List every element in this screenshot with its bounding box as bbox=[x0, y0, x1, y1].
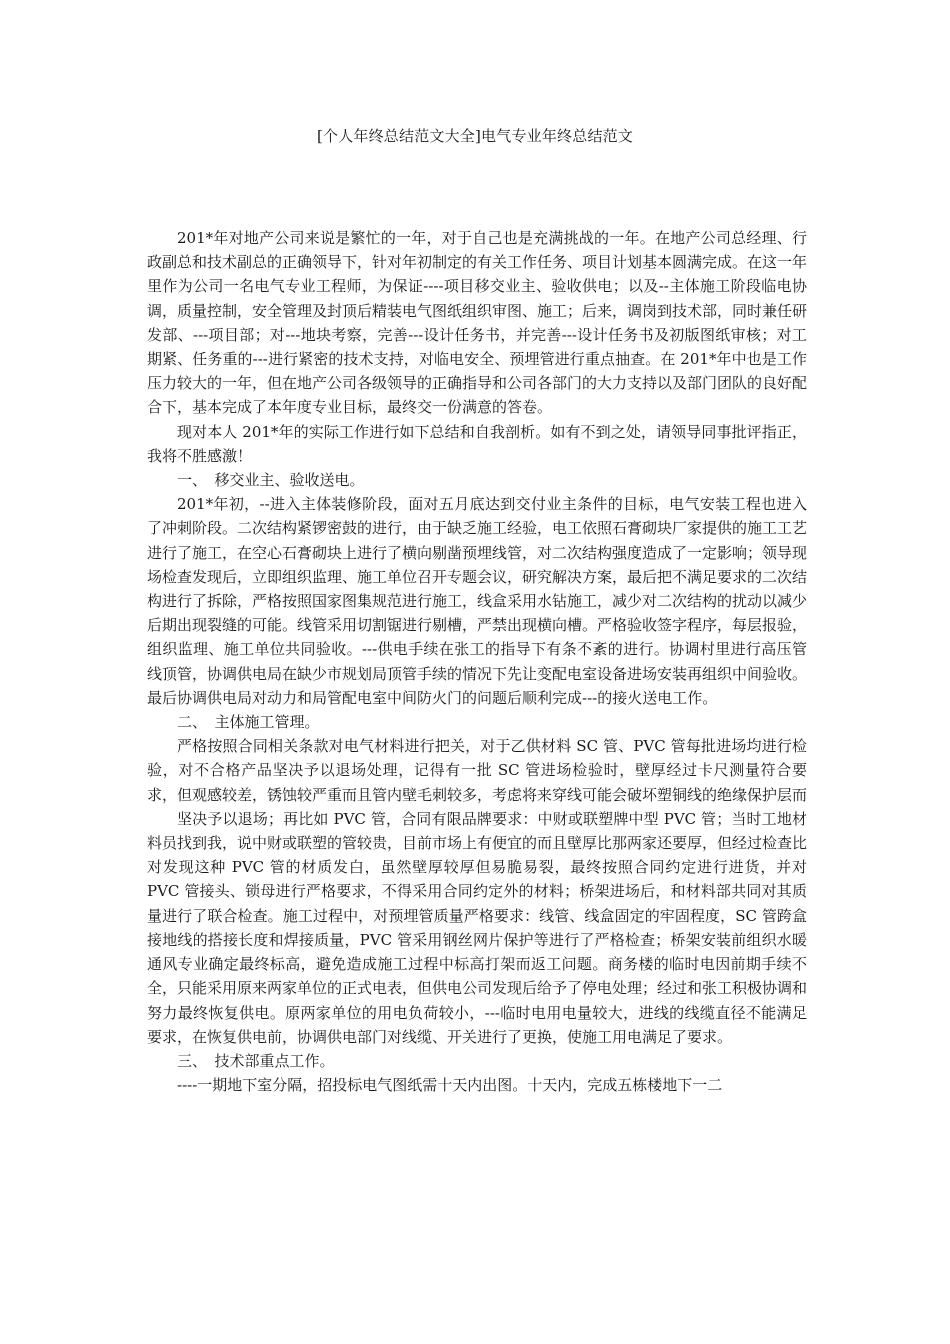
document-body bbox=[147, 226, 807, 1097]
section-heading-1: 一、 移交业主、验收送电。 bbox=[177, 471, 365, 490]
paragraph-intro: 201*年对地产公司来说是繁忙的一年，对于自己也是充满挑战的一年。在地产公司总经理、行政副总和技术副总的正确领导下，针对年初制定的有关工作任务、项目计划基本圆满完成。在这一年里作为公司一名电气专业工程师，为保证----项目移交业主、验收供电；以及--主体施工阶段临电协调，质量控制，安全管理及封顶后精装电气图纸组织审图、施工；后来，调岗到技术部，同时兼任研发部、---项目部；对---地块考察，完善---设计任务书，并完善---设计任务书及初版图纸审核；对工期紧、任务重的---进行紧密的技术支持，对临电安全、预埋管进行重点抽查。在 201*年中也是工作压力较大的一年，但在地产公司各级领导的正确指导和公司各部门的大力支持以及部门团队的良好配合下，基本完成了本年度专业目标，最终交一份满意的答卷。 bbox=[147, 229, 808, 417]
paragraph-section-3: ----一期地下室分隔，招投标电气图纸需十天内出图。十天内，完成五栋楼地下一二 bbox=[177, 1076, 723, 1095]
section-heading-2: 二、 主体施工管理。 bbox=[177, 713, 320, 732]
paragraph-section-2a: 严格按照合同相关条款对电气材料进行把关，对于乙供材料 SC 管、PVC 管每批进场均进行检验，对不合格产品坚决予以退场处理，记得有一批 SC 管进场检验时，壁厚经过卡尺测量符合要求，但观感较差，锈蚀较严重而且管内壁毛刺较多，考虑将来穿线可能会破坏塑铜线的绝缘保护层而 bbox=[147, 737, 808, 804]
paragraph-summary-note: 现对本人 201*年的实际工作进行如下总结和自我剖析。如有不到之处，请领导同事批评指正，我将不胜感激！ bbox=[147, 422, 807, 465]
paragraph-section-2b: 坚决予以退场；再比如 PVC 管，合同有限品牌要求：中财或联塑牌中型 PVC 管；当时工地材料员找到我，说中财或联塑的管较贵，目前市场上有便宜的而且壁厚比那两家还要厚，但经过检查比对发现这种 PVC 管的材质发白，虽然壁厚较厚但易脆易裂，最终按照合同约定进行进货，并对 PVC 管接头、锁母进行严格要求，不得采用合同约定外的材料；桥架进场后，和材料部共同对其质量进行了联合检查。施工过程中，对预埋管质量严格要求：线管、线盒固定的牢固程度，SC 管跨盒接地线的搭接长度和焊接质量，PVC 管采用钢丝网片保护等进行了严格检查；桥架安装前组织水暖通风专业确定最终标高，避免造成施工过程中标高打架而返工问题。商务楼的临时电因前期手续不全，只能采用原来两家单位的正式电表，但供电公司发现后给予了停电处理；经过和张工积极协调和努力最终恢复供电。原两家单位的用电负荷较小，---临时电用电量较大，进线的线缆直径不能满足要求，在恢复供电前，协调供电部门对线缆、开关进行了更换，使施工用电满足了要求。 bbox=[147, 809, 808, 1046]
section-heading-3: 三、 技术部重点工作。 bbox=[177, 1051, 335, 1070]
paragraph-section-1: 201*年初，--进入主体装修阶段，面对五月底达到交付业主条件的目标，电气安装工程也进入了冲刺阶段。二次结构紧锣密鼓的进行，由于缺乏施工经验，电工依照石膏砌块厂家提供的施工工艺进行了施工，在空心石膏砌块上进行了横向剔凿预埋线管，对二次结构强度造成了一定影响；领导现场检查发现后，立即组织监理、施工单位召开专题会议，研究解决方案，最后把不满足要求的二次结构进行了拆除，严格按照国家图集规范进行施工，线盒采用水钻施工，减少对二次结构的扰动以减少后期出现裂缝的可能。线管采用切割锯进行剔槽，严禁出现横向槽。严格验收签字程序，每层报验，组织监理、施工单位共同验收。---供电手续在张工的指导下有条不紊的进行。协调村里进行高压管线顶管，协调供电局在缺少市规划局顶管手续的情况下先让变配电室设备进场安装再组织中间验收。最后协调供电局对动力和局管配电室中间防火门的问题后顺利完成---的接火送电工作。 bbox=[147, 495, 808, 707]
document-title: [个人年终总结范文大全]电气专业年终总结范文 bbox=[316, 127, 634, 145]
